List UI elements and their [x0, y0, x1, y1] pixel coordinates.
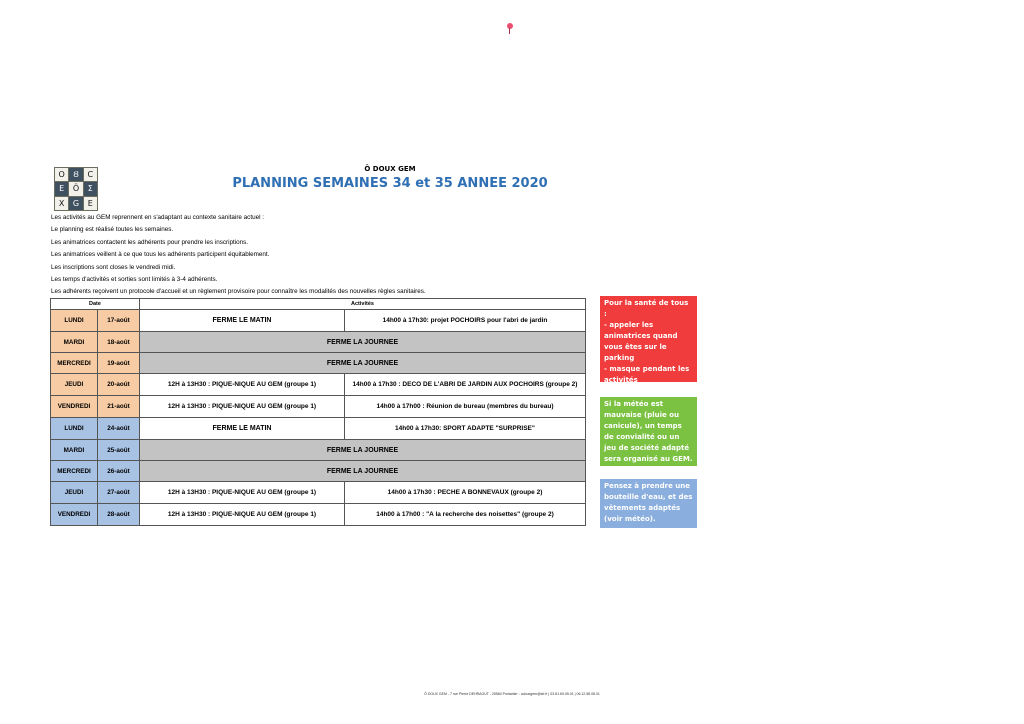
water-note: Pensez à prendre une bouteille d'eau, et des vêtements adaptés (voir météo).	[600, 479, 697, 528]
day-cell: MARDI	[51, 332, 98, 353]
logo-letter: Ӧ	[69, 182, 82, 195]
footer-address: Ô DOUX GEM - 7 rue Pierre DEHRAOUT - 25560 Pontarlier - odouxgem@sfr.fr | 03.81.69.05.01 | 06.12.58.08.01	[424, 692, 600, 696]
date-cell: 21-août	[98, 396, 140, 418]
intro-line: Les activités au GEM reprennent en s'adaptant au contexte sanitaire actuel :	[51, 214, 264, 221]
closed-day-cell: FERME LA JOURNEE	[140, 461, 586, 482]
closed-day-cell: FERME LA JOURNEE	[140, 440, 586, 461]
afternoon-activity: 14h00 à 17h00 : Réunion de bureau (membres du bureau)	[345, 396, 586, 418]
morning-activity: 12H à 13H30 : PIQUE-NIQUE AU GEM (groupe 1)	[140, 396, 345, 418]
weather-note: Si la météo est mauvaise (pluie ou canicule), un temps de convialité ou un jeu de société adapté sera organisé au GEM.	[600, 397, 697, 466]
table-row	[51, 332, 586, 353]
health-note-line: - masque pendant les activités	[604, 365, 690, 384]
table-row	[51, 374, 586, 396]
table-row	[51, 440, 586, 461]
table-row	[51, 310, 586, 332]
closed-day-cell: FERME LA JOURNEE	[140, 332, 586, 353]
date-cell: 28-août	[98, 504, 140, 526]
intro-line: Les adhérents reçoivent un protocole d'accueil et un règlement provisoire pour connaître les modalités des nouvelles règles sanitaires.	[51, 288, 426, 296]
day-cell: MERCREDI	[51, 353, 98, 374]
logo-letter: Σ	[84, 182, 97, 195]
health-note	[600, 296, 697, 395]
planning-table	[50, 298, 586, 526]
pin-icon	[507, 23, 513, 29]
table-row	[51, 353, 586, 374]
afternoon-activity: 14h00 à 17h30: SPORT ADAPTE "SURPRISE"	[345, 418, 586, 440]
header-activities: Activités	[140, 299, 586, 310]
date-cell: 25-août	[98, 440, 140, 461]
org-name: Ô DOUX GEM	[364, 165, 416, 173]
afternoon-activity: 14h00 à 17h00 : "A la recherche des noisettes" (groupe 2)	[345, 504, 586, 526]
date-cell: 20-août	[98, 374, 140, 396]
day-cell: MARDI	[51, 440, 98, 461]
logo-letter: X	[55, 197, 68, 210]
afternoon-activity: 14h00 à 17h30 : PECHE A BONNEVAUX (groupe 2)	[345, 482, 586, 504]
closed-day-cell: FERME LA JOURNEE	[140, 353, 586, 374]
table-header-row	[51, 299, 586, 310]
logo-letter: G	[69, 197, 82, 210]
date-cell: 19-août	[98, 353, 140, 374]
intro-text	[51, 212, 426, 299]
afternoon-activity: 14h00 à 17h30 : DECO DE L'ABRI DE JARDIN AUX POCHOIRS (groupe 2)	[345, 374, 586, 396]
afternoon-activity: 14h00 à 17h30: projet POCHOIRS pour l'abri de jardin	[345, 310, 586, 332]
intro-line: Le planning est réalisé toutes les semaines.	[51, 226, 174, 234]
intro-line: Les inscriptions sont closes le vendredi midi.	[51, 263, 176, 271]
morning-activity: FERME LE MATIN	[140, 310, 345, 332]
page-title: PLANNING SEMAINES 34 et 35 ANNEE 2020	[232, 176, 548, 191]
logo-letter: Ȣ	[69, 168, 82, 181]
morning-activity: 12H à 13H30 : PIQUE-NIQUE AU GEM (groupe 1)	[140, 374, 345, 396]
day-cell: LUNDI	[51, 418, 98, 440]
table-row	[51, 418, 586, 440]
intro-line: Les animatrices contactent les adhérents pour prendre les inscriptions.	[51, 238, 249, 246]
day-cell: LUNDI	[51, 310, 98, 332]
table-row	[51, 482, 586, 504]
table-row	[51, 396, 586, 418]
day-cell: VENDREDI	[51, 504, 98, 526]
intro-line: Les temps d'activités et sorties sont limités à 3-4 adhérents.	[51, 276, 218, 284]
health-note-line: - mains lavées en	[604, 387, 673, 395]
day-cell: MERCREDI	[51, 461, 98, 482]
logo-letter: E	[55, 182, 68, 195]
health-note-line: - appeler les animatrices quand vous êtes sur le parking	[604, 321, 678, 362]
table-row	[51, 461, 586, 482]
logo-letter: O	[55, 168, 68, 181]
day-cell: JEUDI	[51, 482, 98, 504]
date-cell: 26-août	[98, 461, 140, 482]
morning-activity: 12H à 13H30 : PIQUE-NIQUE AU GEM (groupe 1)	[140, 504, 345, 526]
morning-activity: FERME LE MATIN	[140, 418, 345, 440]
date-cell: 17-août	[98, 310, 140, 332]
intro-line: Les animatrices veillent à ce que tous les adhérents participent équitablement.	[51, 251, 270, 259]
logo-letter: C	[84, 168, 97, 181]
day-cell: JEUDI	[51, 374, 98, 396]
header-date: Date	[51, 299, 140, 310]
day-cell: VENDREDI	[51, 396, 98, 418]
table-row	[51, 504, 586, 526]
morning-activity: 12H à 13H30 : PIQUE-NIQUE AU GEM (groupe 1)	[140, 482, 345, 504]
logo-letter: E	[84, 197, 97, 210]
date-cell: 24-août	[98, 418, 140, 440]
date-cell: 27-août	[98, 482, 140, 504]
health-note-line: Pour la santé de tous :	[604, 299, 689, 318]
date-cell: 18-août	[98, 332, 140, 353]
